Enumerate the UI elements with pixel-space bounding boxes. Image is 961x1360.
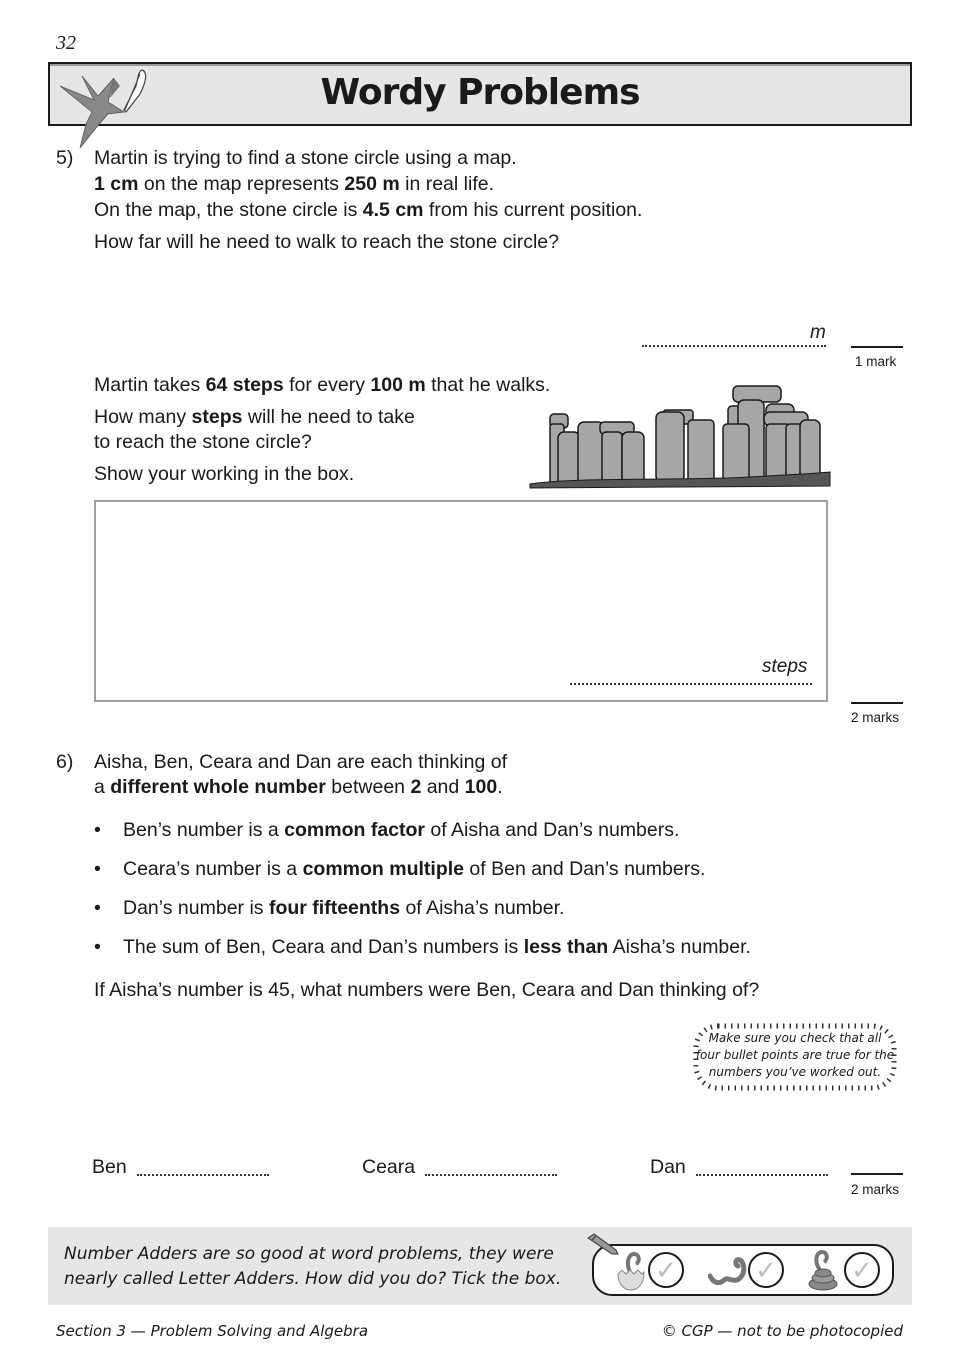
answer-b-unit: steps bbox=[762, 656, 808, 677]
text-segment: How many bbox=[94, 406, 192, 428]
mark-line-b bbox=[851, 702, 903, 704]
bullet-dot: • bbox=[94, 897, 101, 919]
bold-text: steps bbox=[191, 406, 243, 428]
text-segment: on the map represents bbox=[138, 173, 345, 195]
q6-bullet-2 bbox=[123, 857, 705, 882]
mark-line-q6 bbox=[851, 1173, 903, 1175]
tick-box-group bbox=[592, 1244, 894, 1296]
text-segment: Ben’s number is a bbox=[123, 819, 285, 841]
text-segment: Aisha’s number. bbox=[608, 936, 751, 958]
coiled-snake-icon bbox=[806, 1248, 842, 1292]
bold-text: common multiple bbox=[302, 858, 464, 880]
q5-question-a: How far will he need to walk to reach the stone circle? bbox=[94, 231, 559, 253]
marks-a-label: 1 mark bbox=[855, 354, 897, 369]
stone-circle-illustration bbox=[528, 380, 833, 490]
q5-part-b-line-2 bbox=[94, 405, 415, 430]
marks-b-label: 2 marks bbox=[851, 710, 900, 725]
q6-question: If Aisha’s number is 45, what numbers were Ben, Ceara and Dan thinking of? bbox=[94, 979, 760, 1001]
wriggling-snake-icon bbox=[708, 1254, 750, 1290]
text-segment: for every bbox=[283, 374, 371, 396]
bold-text: 250 m bbox=[344, 173, 400, 195]
tick-option-1[interactable] bbox=[648, 1252, 684, 1288]
answer-ben-field[interactable] bbox=[137, 1174, 269, 1176]
section-footer: Section 3 — Problem Solving and Algebra bbox=[56, 1322, 369, 1340]
bold-text: 100 m bbox=[370, 374, 426, 396]
text-segment: from his current position. bbox=[423, 199, 643, 221]
q6-bullet-4 bbox=[123, 935, 751, 960]
q6-bullet-1 bbox=[123, 818, 679, 843]
tick-icon: ✓ bbox=[755, 1254, 777, 1285]
answer-ben-label: Ben bbox=[92, 1156, 127, 1178]
tick-icon: ✓ bbox=[655, 1254, 677, 1285]
text-segment: a bbox=[94, 776, 111, 798]
answer-ceara-label: Ceara bbox=[362, 1156, 416, 1178]
marks-q6-label: 2 marks bbox=[851, 1182, 900, 1197]
hatching-snake-icon bbox=[616, 1250, 646, 1292]
pencil-icon bbox=[586, 1232, 620, 1256]
answer-a-unit: m bbox=[810, 322, 826, 343]
answer-b-field[interactable] bbox=[570, 683, 812, 685]
bold-text: 1 cm bbox=[94, 173, 139, 195]
text-segment: and bbox=[421, 776, 465, 798]
text-segment: of Aisha and Dan’s numbers. bbox=[425, 819, 680, 841]
text-segment: The sum of Ben, Ceara and Dan’s numbers is bbox=[123, 936, 524, 958]
question-6-number: 6) bbox=[56, 751, 74, 773]
page-number: 32 bbox=[56, 32, 76, 54]
self-assessment-line-1: Number Adders are so good at word problems, they were bbox=[64, 1244, 554, 1264]
text-segment: will he need to take bbox=[242, 406, 415, 428]
swallow-with-quill-icon bbox=[52, 64, 152, 148]
q6-intro-line-2 bbox=[94, 775, 503, 800]
bold-text: 64 steps bbox=[205, 374, 284, 396]
hint-bubble bbox=[688, 1018, 902, 1096]
answer-dan-field[interactable] bbox=[696, 1174, 828, 1176]
text-segment: that he walks. bbox=[425, 374, 551, 396]
bold-text: 2 bbox=[410, 776, 422, 798]
answer-dan-label: Dan bbox=[650, 1156, 686, 1178]
answer-a-field[interactable] bbox=[642, 345, 826, 347]
working-box[interactable] bbox=[94, 500, 828, 702]
q5-line-3 bbox=[94, 198, 642, 223]
q5-line-1: Martin is trying to find a stone circle using a map. bbox=[94, 147, 517, 169]
q5-part-b-line-3: to reach the stone circle? bbox=[94, 431, 312, 453]
self-assessment-text bbox=[64, 1242, 561, 1292]
bold-text: different whole number bbox=[110, 776, 326, 798]
mark-line-a bbox=[851, 346, 903, 348]
hint-line-2: four bullet points are true for the bbox=[695, 1048, 895, 1062]
q6-intro-line-1: Aisha, Ben, Ceara and Dan are each thinking of bbox=[94, 751, 508, 773]
text-segment: Ceara’s number is a bbox=[123, 858, 303, 880]
tick-icon: ✓ bbox=[851, 1254, 873, 1285]
q5-part-b-line-4: Show your working in the box. bbox=[94, 463, 355, 485]
bold-text: 4.5 cm bbox=[362, 199, 424, 221]
text-segment: Martin takes bbox=[94, 374, 206, 396]
hint-line-3: numbers you’ve worked out. bbox=[708, 1065, 882, 1079]
text-segment: in real life. bbox=[399, 173, 494, 195]
tick-option-2[interactable] bbox=[748, 1252, 784, 1288]
copyright-footer: © CGP — not to be photocopied bbox=[661, 1322, 903, 1340]
text-segment: of Ben and Dan’s numbers. bbox=[464, 858, 706, 880]
bold-text: 100 bbox=[464, 776, 498, 798]
text-segment: Dan’s number is bbox=[123, 897, 269, 919]
page-title: Wordy Problems bbox=[320, 72, 640, 113]
title-banner bbox=[48, 62, 912, 126]
hint-line-1: Make sure you check that all bbox=[708, 1031, 882, 1045]
bold-text: less than bbox=[523, 936, 609, 958]
q5-line-2 bbox=[94, 172, 494, 197]
bold-text: common factor bbox=[284, 819, 426, 841]
q5-part-b-line-1 bbox=[94, 373, 550, 398]
text-segment: On the map, the stone circle is bbox=[94, 199, 363, 221]
bold-text: four fifteenths bbox=[268, 897, 401, 919]
self-assessment-line-2: nearly called Letter Adders. How did you do? Tick the box. bbox=[64, 1269, 562, 1289]
text-segment: . bbox=[497, 776, 503, 798]
tick-option-3[interactable] bbox=[844, 1252, 880, 1288]
bullet-dot: • bbox=[94, 858, 101, 880]
answer-ceara-field[interactable] bbox=[425, 1174, 557, 1176]
text-segment: of Aisha’s number. bbox=[400, 897, 565, 919]
bullet-dot: • bbox=[94, 936, 101, 958]
question-5-number: 5) bbox=[56, 147, 74, 169]
q6-bullet-3 bbox=[123, 896, 564, 921]
text-segment: between bbox=[325, 776, 411, 798]
bullet-dot: • bbox=[94, 819, 101, 841]
